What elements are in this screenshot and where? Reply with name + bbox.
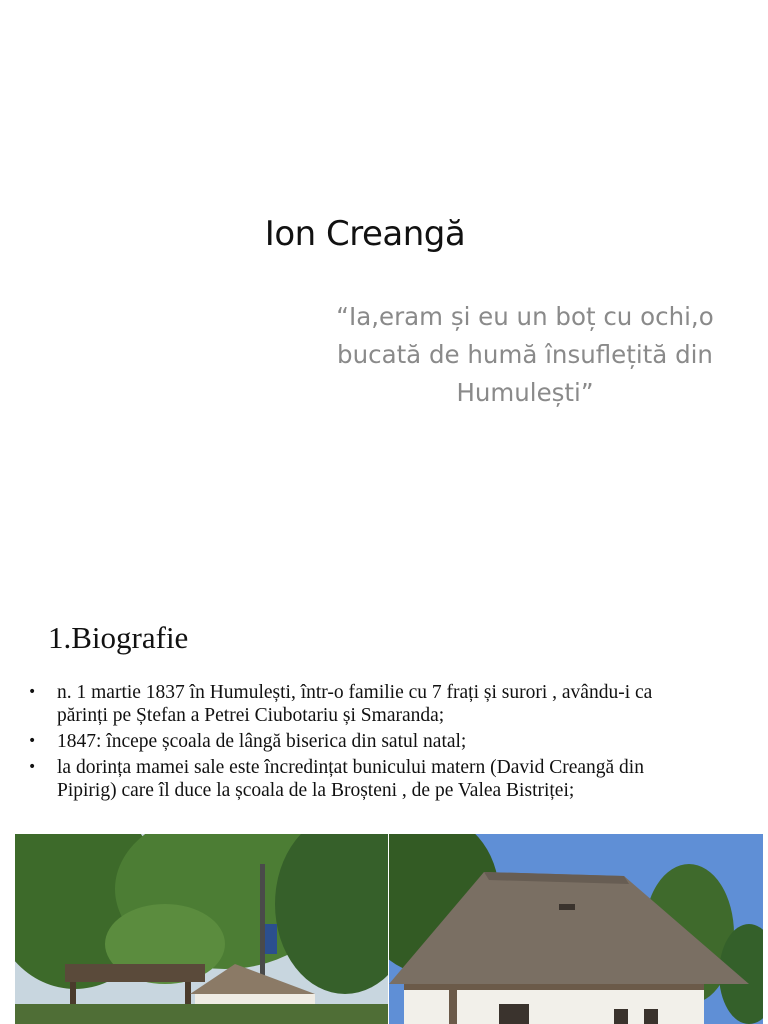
bullet-icon: • <box>28 733 37 749</box>
list-item <box>28 756 748 802</box>
list-item <box>28 730 748 753</box>
bullet-icon: • <box>28 684 37 700</box>
memorial-house-photo <box>389 834 763 1024</box>
section-title: 1.Biografie <box>48 620 189 655</box>
quote-line-1: “Ia,eram și eu un boț cu ochi,o <box>336 302 714 331</box>
bullet-text-line: părinți pe Ștefan a Petrei Ciubotariu și Smaranda; <box>57 705 445 726</box>
bullet-text-line: Pipirig) care îl duce la școala de la Broșteni , de pe Valea Bistriței; <box>57 780 575 801</box>
slide-title: Ion Creangă <box>264 214 466 254</box>
biography-slide <box>0 586 768 1024</box>
subtitle-quote <box>300 298 750 412</box>
quote-line-3: Humulești” <box>456 378 594 407</box>
bullet-list <box>28 681 748 805</box>
list-item <box>28 681 748 727</box>
bullet-text-line: n. 1 martie 1837 în Humulești, într-o familie cu 7 frați și surori , avându-i ca <box>57 682 653 703</box>
bullet-text-line: la dorința mamei sale este încredințat bunicului matern (David Creangă din <box>57 757 644 778</box>
bullet-text-line: 1847: începe școala de lângă biserica din satul natal; <box>57 731 467 752</box>
quote-line-2: bucată de humă însuflețită din <box>337 340 713 369</box>
bullet-icon: • <box>28 759 37 775</box>
memorial-gate-photo <box>15 834 388 1024</box>
